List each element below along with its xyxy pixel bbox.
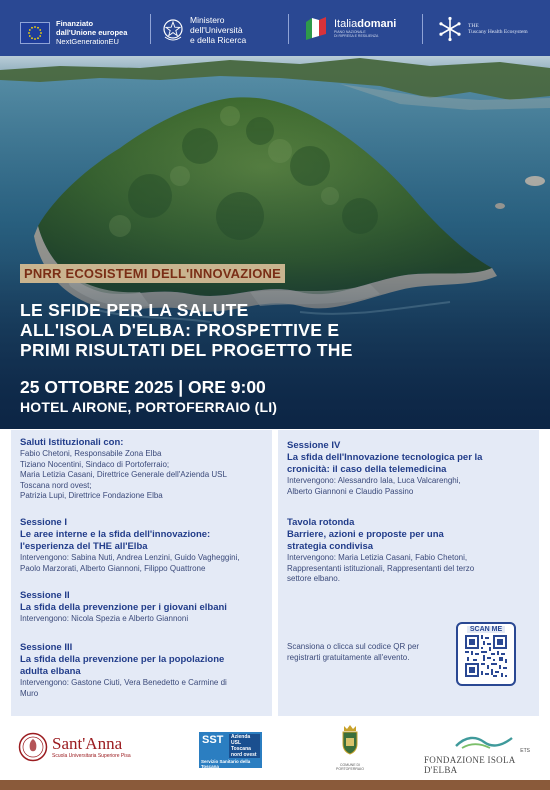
program-right-panel bbox=[278, 430, 539, 716]
eu-line-2: dall'Unione europea bbox=[56, 28, 128, 37]
sst-line: Toscana bbox=[231, 746, 251, 752]
greeting-item: Tiziano Nocentini, Sindaco di Portoferraio; bbox=[20, 459, 170, 469]
session-title: l'esperienza del THE all'Elba bbox=[20, 541, 148, 552]
divider bbox=[288, 14, 289, 44]
greeting-item: Patrizia Lupi, Direttrice Fondazione Elba bbox=[20, 491, 163, 500]
sst-line: nord ovest bbox=[231, 752, 257, 758]
domani-word: domani bbox=[357, 18, 397, 30]
session-speakers: Intervengono: Nicola Spezia e Alberto Giannoni bbox=[20, 614, 189, 623]
ministry-line-1: Ministero bbox=[190, 15, 225, 25]
round-table-block bbox=[287, 517, 537, 585]
italia-sub-2: DI RIPRESA E RESILIENZA bbox=[334, 34, 379, 38]
qr-code-icon bbox=[465, 635, 507, 677]
session-speakers: Muro bbox=[20, 688, 39, 698]
santanna-subtitle: Scuola Universitaria Superiore Pisa bbox=[52, 753, 131, 759]
session-heading: Sessione III bbox=[20, 642, 73, 653]
italian-flag-icon bbox=[302, 14, 330, 42]
registration-instructions bbox=[287, 642, 437, 663]
italia-word: Italia bbox=[334, 18, 358, 30]
eu-line-3: NextGenerationEU bbox=[56, 37, 119, 46]
session-heading: Tavola rotonda bbox=[287, 517, 355, 528]
wave-swoosh-icon bbox=[454, 734, 514, 750]
ministry-logo bbox=[162, 15, 246, 45]
scan-me-label: SCAN ME bbox=[467, 626, 505, 633]
the-line-1: THE bbox=[468, 22, 479, 29]
republic-emblem-icon bbox=[162, 17, 184, 43]
event-title bbox=[20, 300, 460, 360]
snowflake-icon bbox=[437, 16, 463, 42]
session-speakers: Paolo Marzorati, Alberto Giannoni, Filippo Quattrone bbox=[20, 563, 206, 573]
sst-line: USL bbox=[231, 740, 241, 746]
italia-sub-1: PIANO NAZIONALE bbox=[334, 30, 366, 34]
greetings-block bbox=[20, 437, 270, 502]
santanna-logo bbox=[18, 732, 131, 762]
session-title: La sfida della prevenzione per i giovani elbani bbox=[20, 602, 227, 613]
santanna-name: Sant'Anna bbox=[52, 734, 123, 753]
registration-qr-code[interactable] bbox=[456, 622, 516, 686]
session-title: La sfida della prevenzione per la popolazione bbox=[20, 654, 225, 665]
sst-line: Azienda bbox=[231, 734, 251, 740]
session-speakers: settore elbano. bbox=[287, 574, 340, 583]
the-ecosystem-logo bbox=[437, 16, 528, 42]
session-speakers: Intervengono: Sabina Nuti, Andrea Lenzini, Guido Vagheggini, bbox=[20, 553, 240, 562]
session-3-block bbox=[20, 642, 270, 699]
the-line-2: Tuscany Health Ecosystem bbox=[468, 29, 528, 35]
eu-funding-logo bbox=[20, 19, 127, 46]
session-title: Le aree interne e la sfida dell'innovazione: bbox=[20, 529, 211, 540]
divider bbox=[422, 14, 423, 44]
session-title: cronicità: il caso della telemedicina bbox=[287, 464, 447, 475]
session-2-block bbox=[20, 590, 270, 625]
funding-bar bbox=[0, 0, 550, 56]
session-1-block bbox=[20, 517, 270, 574]
bottom-bar bbox=[0, 780, 550, 790]
session-speakers: Rappresentanti istituzionali, Rappresentanti del terzo bbox=[287, 563, 475, 573]
fondazione-name: FONDAZIONE ISOLA D'ELBA bbox=[424, 755, 516, 775]
fondazione-ets: ETS bbox=[520, 748, 530, 754]
qr-text-line: Scansiona o clicca sul codice QR per bbox=[287, 642, 420, 651]
portoferraio-logo bbox=[328, 724, 372, 771]
italia-domani-logo bbox=[302, 14, 396, 42]
session-heading: Sessione I bbox=[20, 517, 67, 528]
session-speakers: Intervengono: Gastone Ciuti, Vera Benedetto e Carmine di bbox=[20, 678, 227, 687]
session-4-block bbox=[287, 440, 537, 497]
ministry-line-2: dell'Università bbox=[190, 25, 243, 35]
sst-mark: SST bbox=[202, 734, 224, 746]
hero-image bbox=[0, 56, 550, 429]
municipal-crest-icon bbox=[340, 724, 360, 758]
sst-usl-logo bbox=[199, 732, 262, 768]
divider bbox=[150, 14, 151, 44]
session-title: strategia condivisa bbox=[287, 541, 374, 552]
greeting-item: Maria Letizia Casani, Direttrice Generale dell'Azienda USL bbox=[20, 470, 227, 479]
ministry-line-3: e della Ricerca bbox=[190, 35, 247, 45]
island-aerial-photo bbox=[0, 56, 550, 429]
qr-text-line: registrarti gratuitamente all'evento. bbox=[287, 652, 410, 662]
session-speakers: Intervengono: Alessandro Iala, Luca Valcarenghi, bbox=[287, 476, 461, 485]
title-line-1: LE SFIDE PER LA SALUTE bbox=[20, 300, 249, 320]
title-line-3: PRIMI RISULTATI DEL PROGETTO THE bbox=[20, 340, 353, 360]
comune-name: COMUNE DI PORTOFERRAIO bbox=[336, 763, 364, 771]
santanna-seal-icon bbox=[18, 732, 48, 762]
greeting-item: Fabio Chetoni, Responsabile Zona Elba bbox=[20, 449, 162, 458]
session-speakers: Alberto Giannoni e Claudio Passino bbox=[287, 486, 414, 496]
event-date: 25 OTTOBRE 2025 | ORE 9:00 bbox=[20, 377, 266, 397]
event-kicker: PNRR ECOSISTEMI DELL'INNOVAZIONE bbox=[20, 264, 285, 283]
event-venue: HOTEL AIRONE, PORTOFERRAIO (LI) bbox=[20, 399, 278, 415]
session-speakers: Intervengono: Maria Letizia Casani, Fabio Chetoni, bbox=[287, 553, 468, 562]
session-title: Barriere, azioni e proposte per una bbox=[287, 529, 444, 540]
title-line-2: ALL'ISOLA D'ELBA: PROSPETTIVE E bbox=[20, 320, 340, 340]
eu-line-1: Finanziato bbox=[56, 19, 94, 28]
greetings-heading: Saluti Istituzionali con: bbox=[20, 437, 124, 448]
fondazione-elba-logo bbox=[424, 734, 530, 775]
session-heading: Sessione IV bbox=[287, 440, 341, 451]
greeting-item: Toscana nord ovest; bbox=[20, 480, 92, 490]
session-title: La sfida dell'Innovazione tecnologica per la bbox=[287, 452, 483, 463]
sst-footer: Servizio Sanitario della Toscana bbox=[201, 759, 251, 769]
eu-flag-icon bbox=[20, 22, 50, 44]
session-heading: Sessione II bbox=[20, 590, 70, 601]
program-left-panel bbox=[11, 430, 272, 716]
session-title: adulta elbana bbox=[20, 666, 81, 677]
